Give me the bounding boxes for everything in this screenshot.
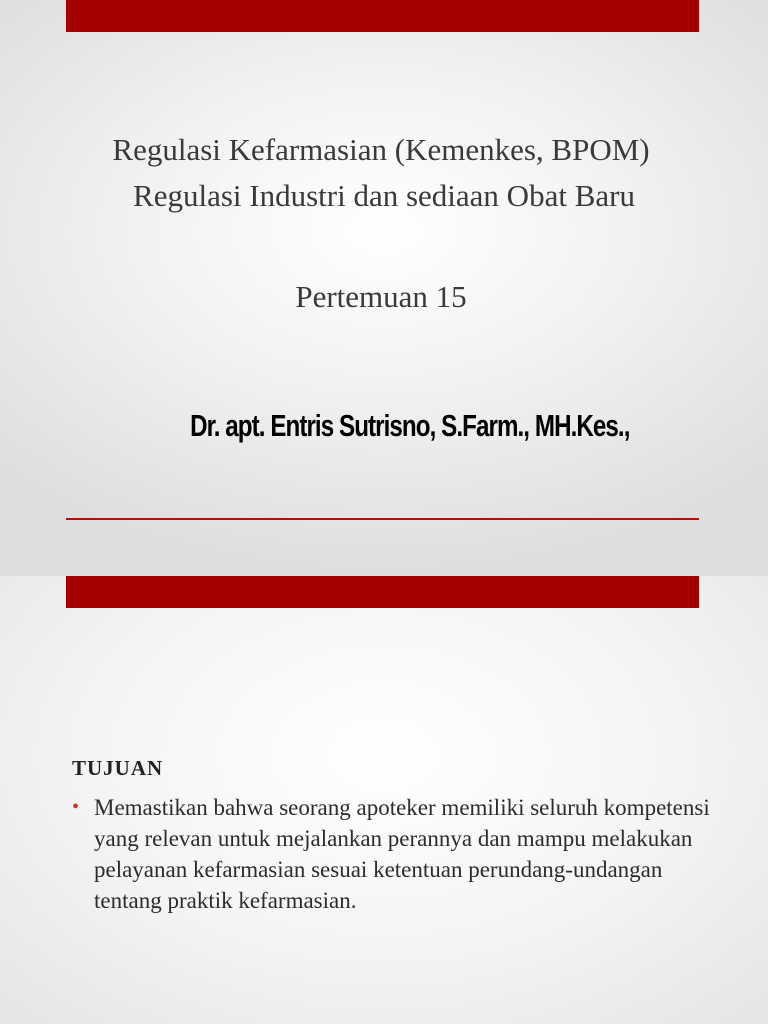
objective-slide bbox=[0, 576, 768, 1024]
title-line-1: Regulasi Kefarmasian (Kemenkes, BPOM) bbox=[112, 132, 650, 167]
author-name: Dr. apt. Entris Sutrisno, S.Farm., MH.Kes., bbox=[190, 408, 630, 443]
bullet-text: Memastikan bahwa seorang apoteker memiliki seluruh kompetensi yang relevan untuk mejalankan perannya dan mampu melakukan pelayanan kefarmasian sesuai ketentuan perundang-undangan tentang praktik kefarmasian. bbox=[94, 795, 710, 913]
top-accent-bar bbox=[66, 0, 699, 32]
bullet-list bbox=[72, 792, 712, 916]
top-accent-bar bbox=[66, 576, 699, 608]
title-line-2: Regulasi Industri dan sediaan Obat Baru bbox=[133, 178, 635, 213]
title-divider bbox=[66, 518, 699, 520]
meeting-subtitle: Pertemuan 15 bbox=[295, 279, 467, 314]
list-item bbox=[72, 792, 712, 916]
bullet-icon: • bbox=[72, 796, 80, 818]
section-heading: TUJUAN bbox=[72, 756, 164, 780]
